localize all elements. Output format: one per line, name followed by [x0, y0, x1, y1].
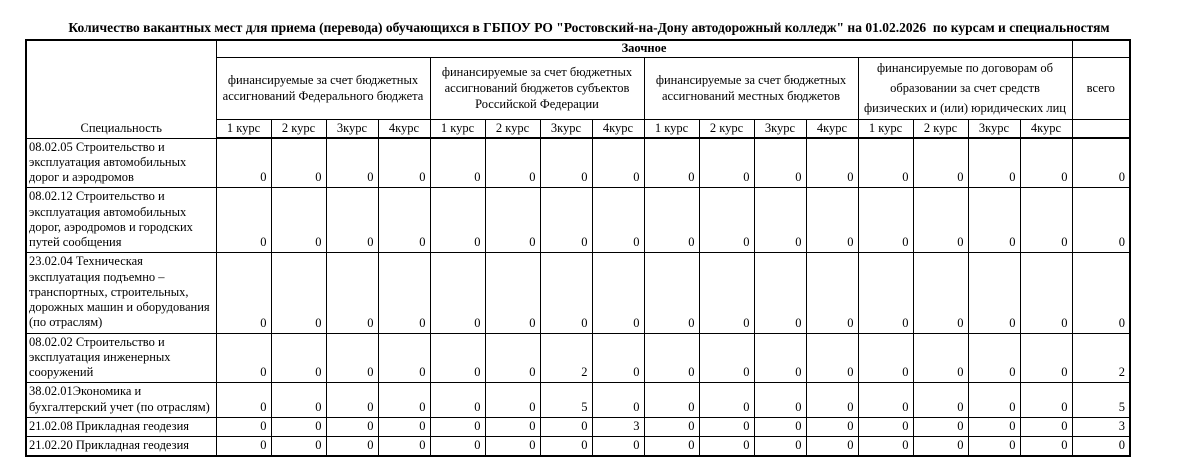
value-cell: 0 — [216, 417, 271, 436]
specialty-column-header: Специальность — [26, 40, 216, 138]
value-cell: 0 — [378, 188, 430, 253]
value-cell: 0 — [326, 253, 378, 333]
specialty-cell: 08.02.05 Строительство и эксплуатация автомобильных дорог и аэродромов — [26, 138, 216, 188]
table-row — [26, 383, 1130, 418]
value-cell: 0 — [430, 138, 485, 188]
table-row — [26, 437, 1130, 457]
education-form-row — [26, 40, 1130, 57]
value-cell: 0 — [378, 253, 430, 333]
funding-group-contracts: финансируемые по договорам об образовании за счет средств физических и (или) юридических лиц — [858, 57, 1072, 119]
value-cell: 0 — [378, 437, 430, 457]
value-cell: 0 — [699, 437, 754, 457]
value-cell: 0 — [485, 188, 540, 253]
value-cell: 0 — [699, 417, 754, 436]
value-cell: 0 — [326, 188, 378, 253]
education-form-header: Заочное — [216, 40, 1072, 57]
value-cell: 0 — [644, 417, 699, 436]
total-cell: 0 — [1072, 253, 1130, 333]
value-cell: 0 — [858, 138, 913, 188]
value-cell: 0 — [326, 417, 378, 436]
page-title: Количество вакантных мест для приема (перевода) обучающихся в ГБПОУ РО "Ростовский-на-Дону автодорожный колледж" на 01.02.2026 по курсам и специальностям — [68, 20, 1110, 35]
value-cell: 0 — [216, 333, 271, 383]
value-cell: 0 — [806, 253, 858, 333]
total-cell: 5 — [1072, 383, 1130, 418]
value-cell: 0 — [754, 138, 806, 188]
value-cell: 0 — [968, 333, 1020, 383]
table-row — [26, 253, 1130, 333]
value-cell: 0 — [913, 333, 968, 383]
value-cell: 2 — [540, 333, 592, 383]
value-cell: 0 — [485, 383, 540, 418]
value-cell: 0 — [540, 188, 592, 253]
value-cell: 0 — [913, 188, 968, 253]
value-cell: 0 — [592, 188, 644, 253]
value-cell: 0 — [592, 253, 644, 333]
value-cell: 0 — [271, 138, 326, 188]
value-cell: 0 — [326, 333, 378, 383]
value-cell: 0 — [968, 417, 1020, 436]
course-header: 3курс — [540, 119, 592, 138]
table-row — [26, 333, 1130, 383]
course-header: 3курс — [968, 119, 1020, 138]
value-cell: 5 — [540, 383, 592, 418]
course-header: 1 курс — [216, 119, 271, 138]
value-cell: 0 — [271, 417, 326, 436]
table-row — [26, 138, 1130, 188]
value-cell: 0 — [326, 437, 378, 457]
value-cell: 0 — [378, 138, 430, 188]
value-cell: 0 — [271, 253, 326, 333]
total-cell: 2 — [1072, 333, 1130, 383]
value-cell: 0 — [806, 333, 858, 383]
course-header: 4курс — [592, 119, 644, 138]
value-cell: 0 — [644, 333, 699, 383]
table-row — [26, 188, 1130, 253]
value-cell: 0 — [378, 417, 430, 436]
value-cell: 0 — [1020, 437, 1072, 457]
specialty-cell: 23.02.04 Техническая эксплуатация подъемно – транспортных, строительных, дорожных машин и оборудования (по отраслям) — [26, 253, 216, 333]
course-header: 4курс — [806, 119, 858, 138]
value-cell: 0 — [271, 437, 326, 457]
value-cell: 0 — [754, 383, 806, 418]
course-header: 4курс — [378, 119, 430, 138]
value-cell: 0 — [216, 138, 271, 188]
table-row — [26, 417, 1130, 436]
course-header: 3курс — [754, 119, 806, 138]
total-cell: 0 — [1072, 138, 1130, 188]
value-cell: 0 — [858, 188, 913, 253]
value-cell: 0 — [271, 383, 326, 418]
specialty-cell: 08.02.12 Строительство и эксплуатация автомобильных дорог, аэродромов и городских путей сообщения — [26, 188, 216, 253]
course-header: 1 курс — [644, 119, 699, 138]
total-column-header: всего — [1072, 57, 1130, 119]
value-cell: 0 — [1020, 417, 1072, 436]
value-cell: 0 — [540, 437, 592, 457]
value-cell: 0 — [540, 138, 592, 188]
value-cell: 0 — [271, 188, 326, 253]
value-cell: 0 — [806, 417, 858, 436]
value-cell: 0 — [378, 383, 430, 418]
value-cell: 0 — [806, 437, 858, 457]
value-cell: 0 — [430, 188, 485, 253]
value-cell: 0 — [968, 253, 1020, 333]
value-cell: 0 — [216, 188, 271, 253]
value-cell: 0 — [858, 383, 913, 418]
course-header: 1 курс — [858, 119, 913, 138]
value-cell: 0 — [271, 333, 326, 383]
value-cell: 0 — [592, 138, 644, 188]
value-cell: 0 — [1020, 188, 1072, 253]
value-cell: 0 — [754, 253, 806, 333]
value-cell: 0 — [326, 138, 378, 188]
value-cell: 0 — [644, 437, 699, 457]
course-header: 1 курс — [430, 119, 485, 138]
value-cell: 0 — [485, 417, 540, 436]
value-cell: 0 — [644, 188, 699, 253]
total-cell: 3 — [1072, 417, 1130, 436]
funding-group-federal: финансируемые за счет бюджетных ассигнований Федерального бюджета — [216, 57, 430, 119]
funding-group-subjects: финансируемые за счет бюджетных ассигнований бюджетов субъектов Российской Федерации — [430, 57, 644, 119]
value-cell: 0 — [644, 383, 699, 418]
vacant-places-table — [25, 39, 1131, 457]
value-cell: 0 — [754, 437, 806, 457]
value-cell: 0 — [485, 333, 540, 383]
value-cell: 0 — [485, 138, 540, 188]
value-cell: 0 — [1020, 253, 1072, 333]
value-cell: 0 — [1020, 333, 1072, 383]
value-cell: 0 — [913, 437, 968, 457]
course-header: 2 курс — [271, 119, 326, 138]
specialty-cell: 21.02.08 Прикладная геодезия — [26, 417, 216, 436]
value-cell: 0 — [485, 253, 540, 333]
total-cell: 0 — [1072, 188, 1130, 253]
value-cell: 0 — [430, 333, 485, 383]
value-cell: 0 — [644, 138, 699, 188]
course-header-empty — [1072, 119, 1130, 138]
value-cell: 0 — [699, 383, 754, 418]
value-cell: 0 — [644, 253, 699, 333]
value-cell: 0 — [806, 138, 858, 188]
specialty-cell: 21.02.20 Прикладная геодезия — [26, 437, 216, 457]
corner-empty-cell — [1072, 40, 1130, 57]
value-cell: 0 — [592, 437, 644, 457]
value-cell: 0 — [858, 417, 913, 436]
value-cell: 0 — [699, 253, 754, 333]
value-cell: 0 — [216, 253, 271, 333]
value-cell: 0 — [540, 417, 592, 436]
value-cell: 0 — [430, 417, 485, 436]
value-cell: 0 — [699, 188, 754, 253]
value-cell: 0 — [858, 253, 913, 333]
value-cell: 0 — [430, 383, 485, 418]
value-cell: 0 — [806, 188, 858, 253]
value-cell: 0 — [430, 253, 485, 333]
value-cell: 0 — [216, 437, 271, 457]
value-cell: 0 — [858, 437, 913, 457]
value-cell: 0 — [968, 188, 1020, 253]
specialty-cell: 38.02.01Экономика и бухгалтерский учет (по отраслям) — [26, 383, 216, 418]
value-cell: 0 — [754, 333, 806, 383]
value-cell: 0 — [913, 383, 968, 418]
value-cell: 0 — [913, 138, 968, 188]
value-cell: 0 — [540, 253, 592, 333]
value-cell: 0 — [968, 437, 1020, 457]
total-cell: 0 — [1072, 437, 1130, 457]
course-header: 2 курс — [699, 119, 754, 138]
course-header: 2 курс — [913, 119, 968, 138]
value-cell: 0 — [699, 333, 754, 383]
value-cell: 0 — [592, 333, 644, 383]
course-header: 4курс — [1020, 119, 1072, 138]
course-header: 3курс — [326, 119, 378, 138]
value-cell: 0 — [326, 383, 378, 418]
value-cell: 0 — [1020, 138, 1072, 188]
value-cell: 0 — [485, 437, 540, 457]
specialty-cell: 08.02.02 Строительство и эксплуатация инженерных сооружений — [26, 333, 216, 383]
value-cell: 0 — [806, 383, 858, 418]
value-cell: 0 — [378, 333, 430, 383]
value-cell: 0 — [216, 383, 271, 418]
value-cell: 0 — [968, 138, 1020, 188]
value-cell: 0 — [968, 383, 1020, 418]
value-cell: 0 — [754, 188, 806, 253]
value-cell: 0 — [913, 417, 968, 436]
value-cell: 0 — [699, 138, 754, 188]
value-cell: 0 — [592, 383, 644, 418]
value-cell: 0 — [430, 437, 485, 457]
course-header: 2 курс — [485, 119, 540, 138]
funding-group-local: финансируемые за счет бюджетных ассигнований местных бюджетов — [644, 57, 858, 119]
value-cell: 0 — [913, 253, 968, 333]
value-cell: 0 — [858, 333, 913, 383]
value-cell: 3 — [592, 417, 644, 436]
value-cell: 0 — [754, 417, 806, 436]
value-cell: 0 — [1020, 383, 1072, 418]
